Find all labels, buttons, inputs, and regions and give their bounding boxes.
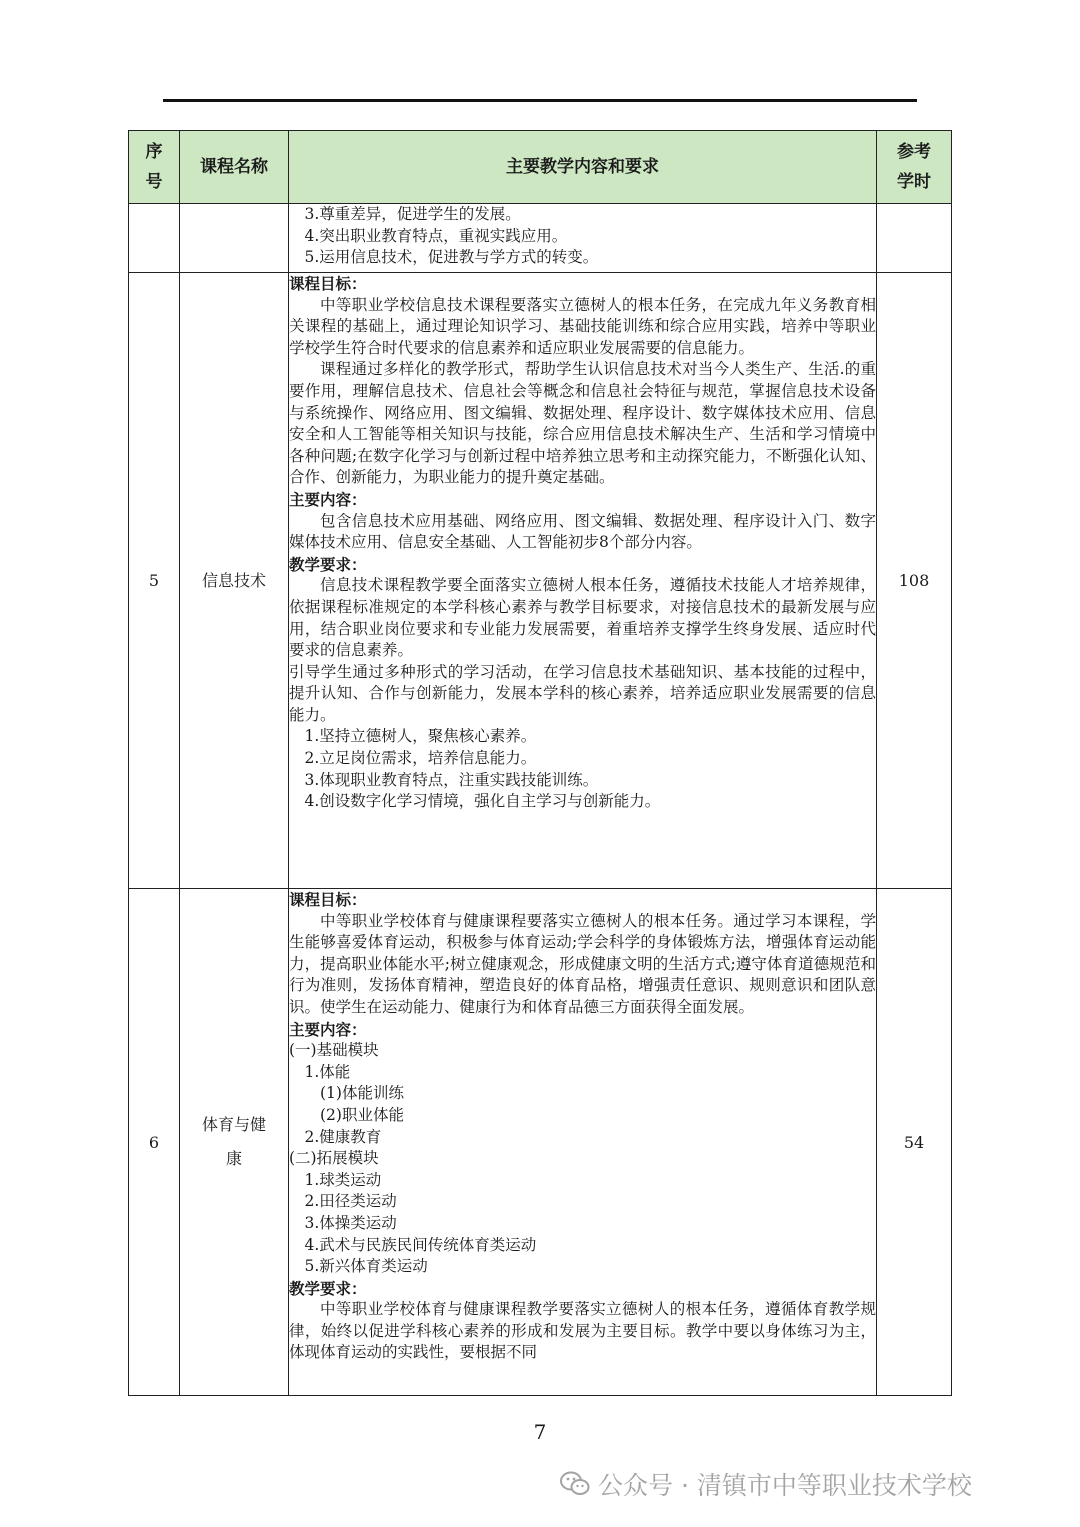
course5-hours: 108 bbox=[877, 273, 952, 889]
header-rule bbox=[163, 99, 917, 102]
course5-num: 5 bbox=[129, 273, 180, 889]
wechat-icon bbox=[560, 1471, 590, 1497]
table-row-course6 bbox=[129, 889, 952, 1396]
page-number: 7 bbox=[533, 1420, 547, 1444]
course6-content: 课程目标： 中等职业学校体育与健康课程要落实立德树人的根本任务。通过学习本课程，学生能够喜爱体育运动，积极参与体育运动;学会科学的身体锻炼方法，增强体育运动能力，提高职业体能水平;树立健康观念，形成健康文明的生活方式;遵守体育道德规范和行为准则，发扬体育精神，塑造良好的体育品格，增强责任意识、规则意识和团队意识。使学生在运动能力、健康行为和体育品德三方面获得全面发展。 主要内容： (一)基础模块 1.体能 (1)体能训练 (2)职业体能 2.健康教育 (二)拓展模块 1.球类运动 2.田径类运动 3.体操类运动 4.武术与民族民间传统体育类运动 5.新兴体育类运动 教学要求： 中等职业学校体育与健康课程教学要落实立德树人的根本任务，遵循体育教学规律，始终以促进学科核心素养的形成和发展为主要目标。教学中要以身体练习为主，体现体育运动的实践性，要根据不同 bbox=[289, 889, 877, 1396]
course6-name: 体育与健康 bbox=[180, 889, 289, 1396]
course5-content: 课程目标： 中等职业学校信息技术课程要落实立德树人的根本任务，在完成九年义务教育相关课程的基础上，通过理论知识学习、基础技能训练和综合应用实践，培养中等职业学校学生符合时代要求的信息素养和适应职业发展需要的信息能力。 课程通过多样化的教学形式，帮助学生认识信息技术对当今人类生产、生活.的重要作用，理解信息技术、信息社会等概念和信息社会特征与规范，掌握信息技术设备与系统操作、网络应用、图文编辑、数据处理、程序设计、数字媒体技术应用、信息安全和人工智能等相关知识与技能，综合应用信息技术解决生产、生活和学习情境中各种问题;在数字化学习与创新过程中培养独立思考和主动探究能力，不断强化认知、合作、创新能力，为职业能力的提升奠定基础。 主要内容： 包含信息技术应用基础、网络应用、图文编辑、数据处理、程序设计入门、数字媒体技术应用、信息安全基础、人工智能初步8个部分内容。 教学要求： 信息技术课程教学要全面落实立德树人根本任务，遵循技术技能人才培养规律，依据课程标准规定的本学科核心素养与教学目标要求，对接信息技术的最新发展与应用，结合职业岗位要求和专业能力发展需要，着重培养支撑学生终身发展、适应时代要求的信息素养。 引导学生通过多种形式的学习活动，在学习信息技术基础知识、基本技能的过程中，提升认知、合作与创新能力，发展本学科的核心素养，培养适应职业发展需要的信息能力。 1.坚持立德树人，聚焦核心素养。 2.立足岗位需求，培养信息能力。 3.体现职业教育特点，注重实践技能训练。 4.创设数字化学习情境，强化自主学习与创新能力。 bbox=[289, 273, 877, 889]
header-num: 序号 bbox=[129, 131, 180, 204]
table-row-continuation bbox=[129, 204, 952, 273]
course6-hours: 54 bbox=[877, 889, 952, 1396]
continuation-content: 3.尊重差异，促进学生的发展。 4.突出职业教育特点，重视实践应用。 5.运用信息技术，促进教与学方式的转变。 bbox=[289, 204, 877, 273]
course5-name: 信息技术 bbox=[180, 273, 289, 889]
table-header-row bbox=[129, 131, 952, 204]
course-table bbox=[128, 130, 952, 1396]
header-content: 主要教学内容和要求 bbox=[289, 131, 877, 204]
table-row-course5 bbox=[129, 273, 952, 889]
header-hours: 参考学时 bbox=[877, 131, 952, 204]
course6-num: 6 bbox=[129, 889, 180, 1396]
watermark-footer bbox=[560, 1466, 972, 1502]
header-name: 课程名称 bbox=[180, 131, 289, 204]
footer-text: 公众号 · 清镇市中等职业技术学校 bbox=[598, 1471, 972, 1500]
